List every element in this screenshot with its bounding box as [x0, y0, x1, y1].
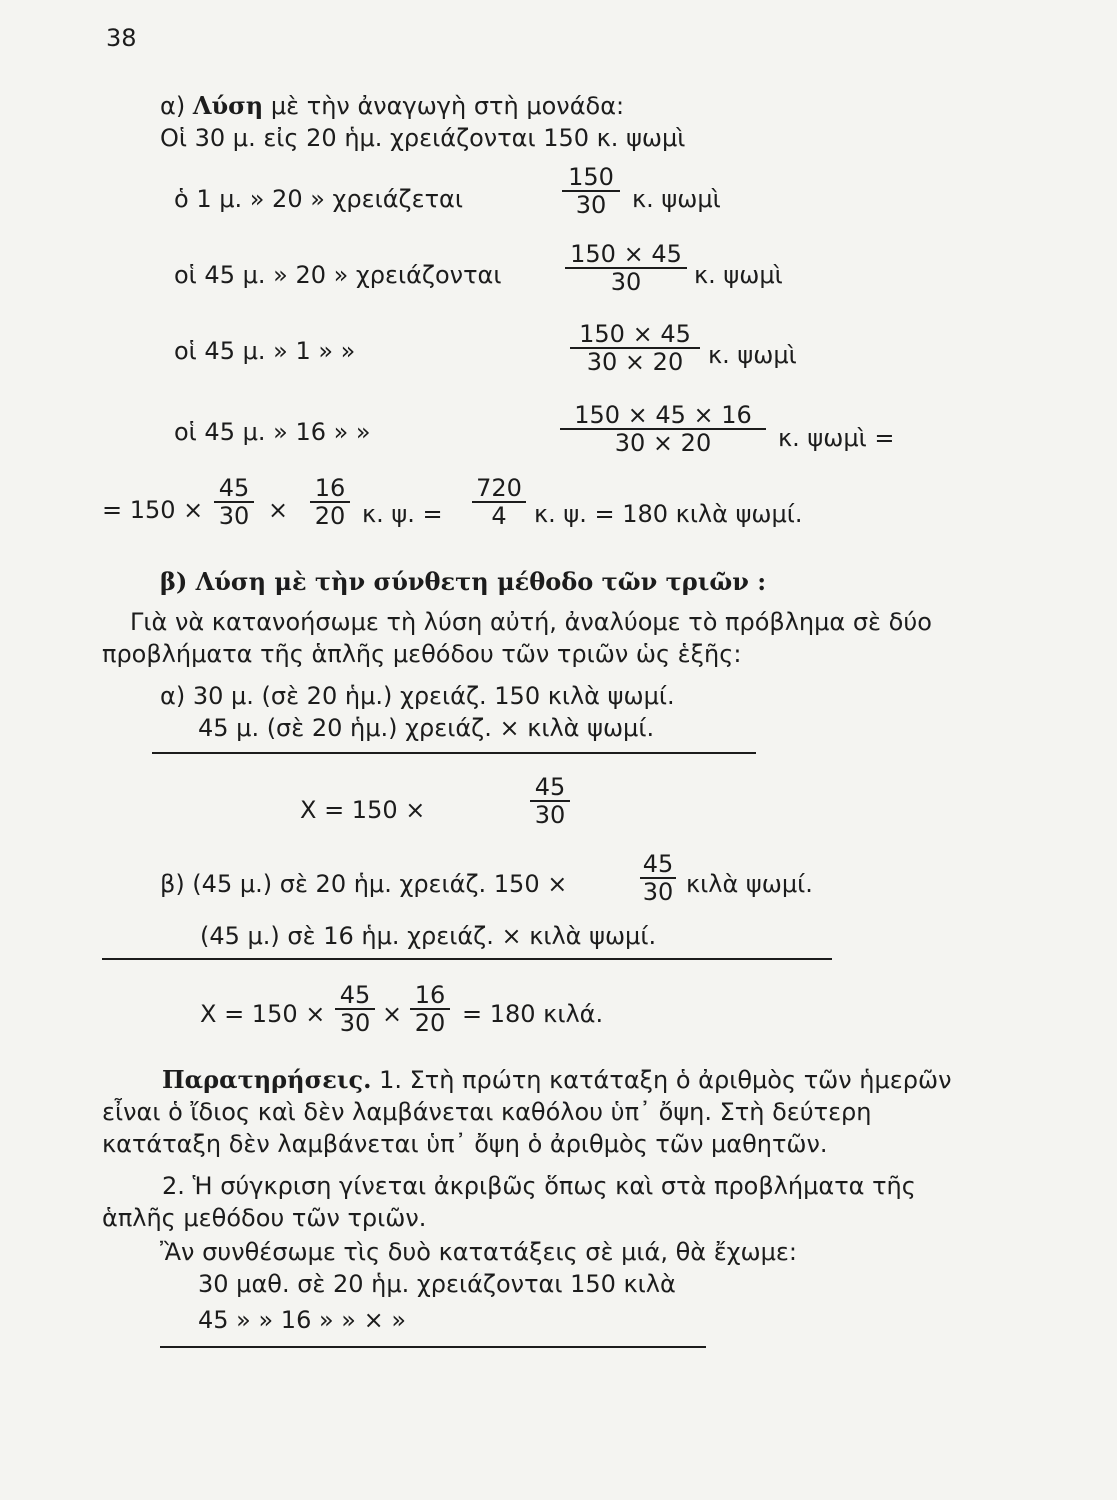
- part-a-result-end: κ. ψ. = 180 κιλὰ ψωμί.: [534, 500, 803, 528]
- part-a-line3-fraction: [565, 241, 687, 295]
- part-b-a-result-fraction: [530, 774, 570, 828]
- part-a-line2-fraction: [562, 164, 620, 218]
- fraction-denominator: 30: [534, 801, 566, 829]
- part-b-b-line1-unit: κιλὰ ψωμί.: [686, 870, 813, 898]
- fraction-numerator: 150: [562, 164, 620, 192]
- part-b-b-line1-fraction: [640, 851, 676, 905]
- remarks-text-1: 1. Στὴ πρώτη κατάταξη ὁ ἀριθμὸς τῶν ἡμερῶν εἶναι ὁ ἴδιος καὶ δὲν λαμβάνεται καθόλου ὑπ᾽ ὄψη. Στὴ δεύτερη κατάταξη δὲν λαμβάνεται ὑπ᾽ ὄψη ὁ ἀριθμὸς τῶν μαθητῶν.: [102, 1066, 952, 1158]
- part-b-intro: Γιὰ νὰ κατανοήσωμε τὴ λύση αὐτή, ἀναλύομε τὸ πρόβλημα σὲ δύο προβλήματα τῆς ἁπλῆς μεθόδου τῶν τριῶν ὡς ἑξῆς:: [102, 608, 932, 668]
- part-b-b-result-end: = 180 κιλά.: [462, 1000, 604, 1028]
- fraction-denominator: 20: [314, 502, 346, 530]
- fraction-numerator: 45: [214, 475, 254, 503]
- fraction-denominator: 20: [414, 1009, 446, 1037]
- fraction-denominator: 30: [339, 1009, 371, 1037]
- part-b-b-result-times: ×: [382, 1000, 403, 1028]
- fraction-numerator: 16: [310, 475, 350, 503]
- remarks-label: Παρατηρήσεις.: [162, 1065, 372, 1094]
- page-number: 38: [106, 24, 137, 52]
- part-a-line5-fraction: [560, 402, 766, 456]
- part-a-line5-text: οἱ 45 μ. » 16 » »: [174, 418, 371, 446]
- part-b-b-result-fraction-2: [410, 982, 450, 1036]
- part-a-line4-unit: κ. ψωμὶ: [708, 341, 797, 369]
- part-b-b-result-fraction-1: [335, 982, 375, 1036]
- remarks-paragraph-2: 2. Ἡ σύγκριση γίνεται ἀκριβῶς ὅπως καὶ στὰ προβλήματα τῆς ἁπλῆς μεθόδου τῶν τριῶν.: [102, 1172, 916, 1232]
- part-a-result-fraction-2: [310, 475, 350, 529]
- fraction-numerator: 45: [640, 851, 676, 879]
- part-b-a-line1: α) 30 μ. (σὲ 20 ἡμ.) χρειάζ. 150 κιλὰ ψωμί.: [160, 682, 675, 710]
- part-a-line4-fraction: [570, 321, 700, 375]
- fraction-numerator: 45: [530, 774, 570, 802]
- fraction-denominator: 30 × 20: [614, 429, 712, 457]
- fraction-denominator: 30: [218, 502, 250, 530]
- fraction-numerator: 16: [410, 982, 450, 1010]
- part-a-line3-unit: κ. ψωμὶ: [694, 261, 783, 289]
- part-a-heading: [160, 92, 624, 120]
- fraction-denominator: 30: [575, 191, 607, 219]
- part-b-a-result-prefix: X = 150 ×: [300, 796, 426, 824]
- fraction-denominator: 30 × 20: [586, 348, 684, 376]
- part-a-line2-text: ὁ 1 μ. » 20 » χρειάζεται: [174, 185, 463, 213]
- fraction-numerator: 150 × 45 × 16: [560, 402, 766, 430]
- part-a-result-times: ×: [268, 496, 289, 524]
- part-a-bold-title: Λύση: [192, 91, 264, 120]
- part-a-heading-rest: μὲ τὴν ἀναγωγὴ στὴ μονάδα:: [270, 92, 625, 120]
- part-b-b-line2: (45 μ.) σὲ 16 ἡμ. χρειάζ. × κιλὰ ψωμί.: [200, 922, 657, 950]
- remarks-row-2: 45 » » 16 » » × »: [198, 1306, 407, 1334]
- part-a-result-mid: κ. ψ. =: [362, 500, 443, 528]
- fraction-numerator: 45: [335, 982, 375, 1010]
- part-b-b-result-prefix: X = 150 ×: [200, 1000, 326, 1028]
- fraction-denominator: 4: [491, 502, 507, 530]
- fraction-numerator: 720: [472, 475, 526, 503]
- part-a-line5-unit: κ. ψωμὶ =: [778, 424, 895, 452]
- fraction-numerator: 150 × 45: [570, 321, 700, 349]
- part-a-line1: Οἱ 30 μ. εἰς 20 ἡμ. χρειάζονται 150 κ. ψωμὶ: [160, 124, 686, 152]
- divider-line: [160, 1346, 706, 1348]
- remarks-row-1: 30 μαθ. σὲ 20 ἡμ. χρειάζονται 150 κιλὰ: [198, 1270, 676, 1298]
- part-a-result-prefix: = 150 ×: [102, 496, 204, 524]
- part-a-line2-unit: κ. ψωμὶ: [632, 185, 721, 213]
- remarks-text-3: Ἂν συνθέσωμε τὶς δυὸ κατατάξεις σὲ μιά, θὰ ἔχωμε:: [160, 1238, 797, 1266]
- fraction-numerator: 150 × 45: [565, 241, 687, 269]
- remarks-paragraph-1: [102, 1064, 962, 1160]
- fraction-denominator: 30: [642, 878, 674, 906]
- fraction-denominator: 30: [610, 268, 642, 296]
- part-a-label: α): [160, 92, 186, 120]
- part-a-result-fraction-1: [214, 475, 254, 529]
- part-a-result-fraction-3: [472, 475, 526, 529]
- part-a-line4-text: οἱ 45 μ. » 1 » »: [174, 337, 356, 365]
- part-b-a-line2: 45 μ. (σὲ 20 ἡμ.) χρειάζ. × κιλὰ ψωμί.: [198, 714, 655, 742]
- divider-line: [152, 752, 756, 754]
- part-b-b-line1-text: β) (45 μ.) σὲ 20 ἡμ. χρειάζ. 150 ×: [160, 870, 568, 898]
- part-a-line3-text: οἱ 45 μ. » 20 » χρειάζονται: [174, 261, 502, 289]
- part-b-heading: β) Λύση μὲ τὴν σύνθετη μέθοδο τῶν τριῶν :: [160, 567, 767, 596]
- divider-line: [102, 958, 832, 960]
